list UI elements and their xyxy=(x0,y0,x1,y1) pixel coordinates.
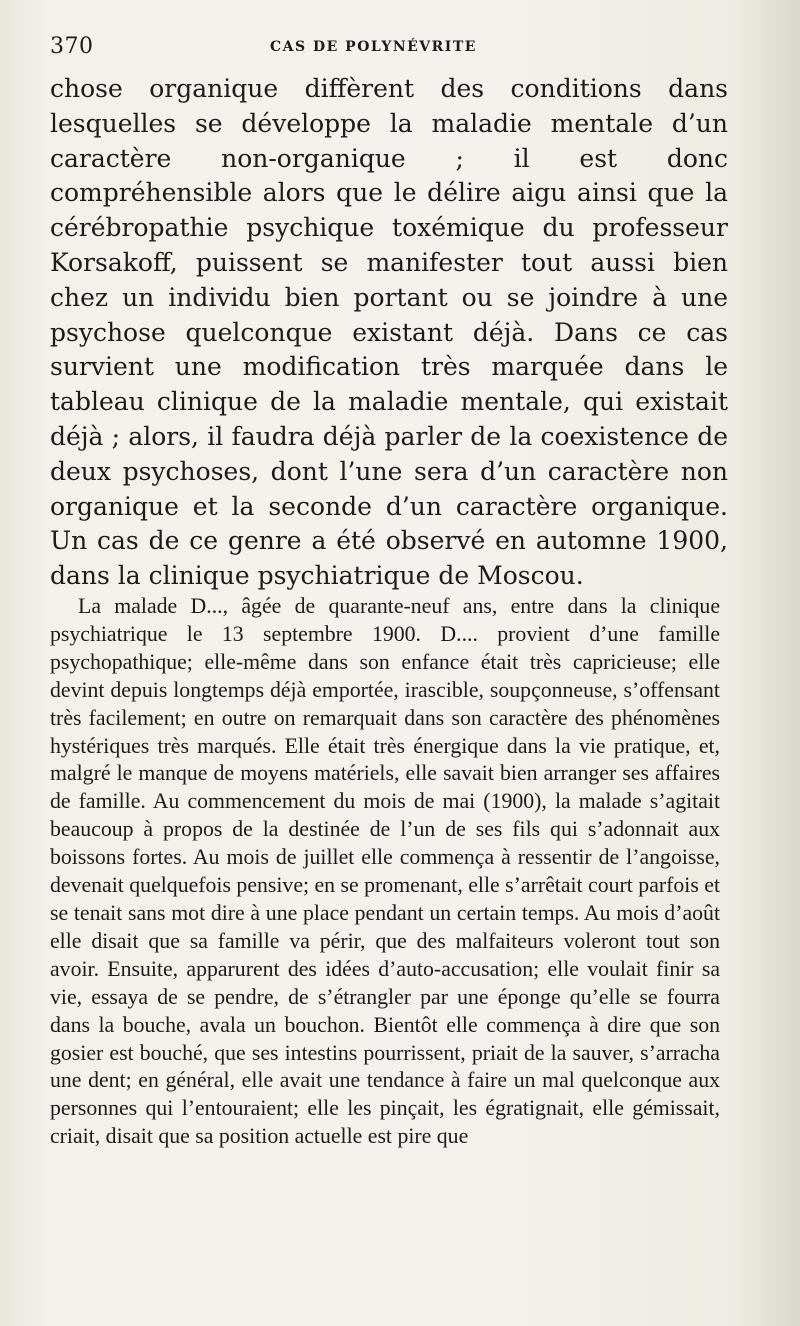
page-number: 370 xyxy=(50,34,94,59)
intro-paragraph: chose organique diffèrent des conditions dans lesquelles se développe la maladie mentale d’un caractère non-organique ; il est donc compréhensible alors que le délire aigu ainsi que la cérébropathie psychique toxémique du professeur Korsakoff, puissent se manifester tout aussi bien chez un individu bien portant ou se joindre à une psychose quelconque existant déjà. Dans ce cas survient une modification très marquée dans le tableau clinique de la maladie mentale, qui existait déjà ; alors, il faudra déjà parler de la coexistence de deux psychoses, dont l’une sera d’un caractère non organique et la seconde d’un caractère organique. Un cas de ce genre a été observé en automne 1900, dans la clinique psychiatrique de Moscou. xyxy=(50,74,728,591)
case-report-paragraph: La malade D..., âgée de quarante-neuf ans, entre dans la clinique psychiatrique le 13 septembre 1900. D.... provient d’une famille psychopathique; elle-même dans son enfance était très capricieuse; elle devint depuis longtemps déjà emportée, irascible, soupçonneuse, s’offensant très facilement; en outre on remarquait dans son caractère des phénomènes hystériques très marqués. Elle était très énergique dans la vie pratique, et, malgré le manque de moyens matériels, elle savait bien arranger ses affaires de famille. Au commencement du mois de mai (1900), la malade s’agitait beaucoup à propos de la destinée de l’un de ses fils qui s’adonnait aux boissons fortes. Au mois de juillet elle commença à ressentir de l’angoisse, devenait quelquefois pensive; en se promenant, elle s’arrêtait court parfois et se tenait sans mot dire à une place pendant un certain temps. Au mois d’août elle disait que sa famille va périr, que des malfaiteurs voleront tout son avoir. Ensuite, apparurent des idées d’auto-accusation; elle voulait finir sa vie, essaya de se pendre, de s’étrangler par une éponge qu’elle se fourra dans la bouche, avala un bouchon. Bientôt elle commença à dire que son gosier est bouché, que ses intestins pourrissent, priait de la sauver, s’arracha une dent; en général, elle avait une tendance à faire un mal quelconque aux personnes qui l’entouraient; elle les pinçait, les égratignait, elle gémissait, criait, disait que sa position actuelle est pire que xyxy=(50,594,720,1149)
bleed-through-shadow xyxy=(90,1290,710,1310)
running-head: CAS DE POLYNÉVRITE xyxy=(270,39,477,55)
page-header xyxy=(50,30,750,60)
